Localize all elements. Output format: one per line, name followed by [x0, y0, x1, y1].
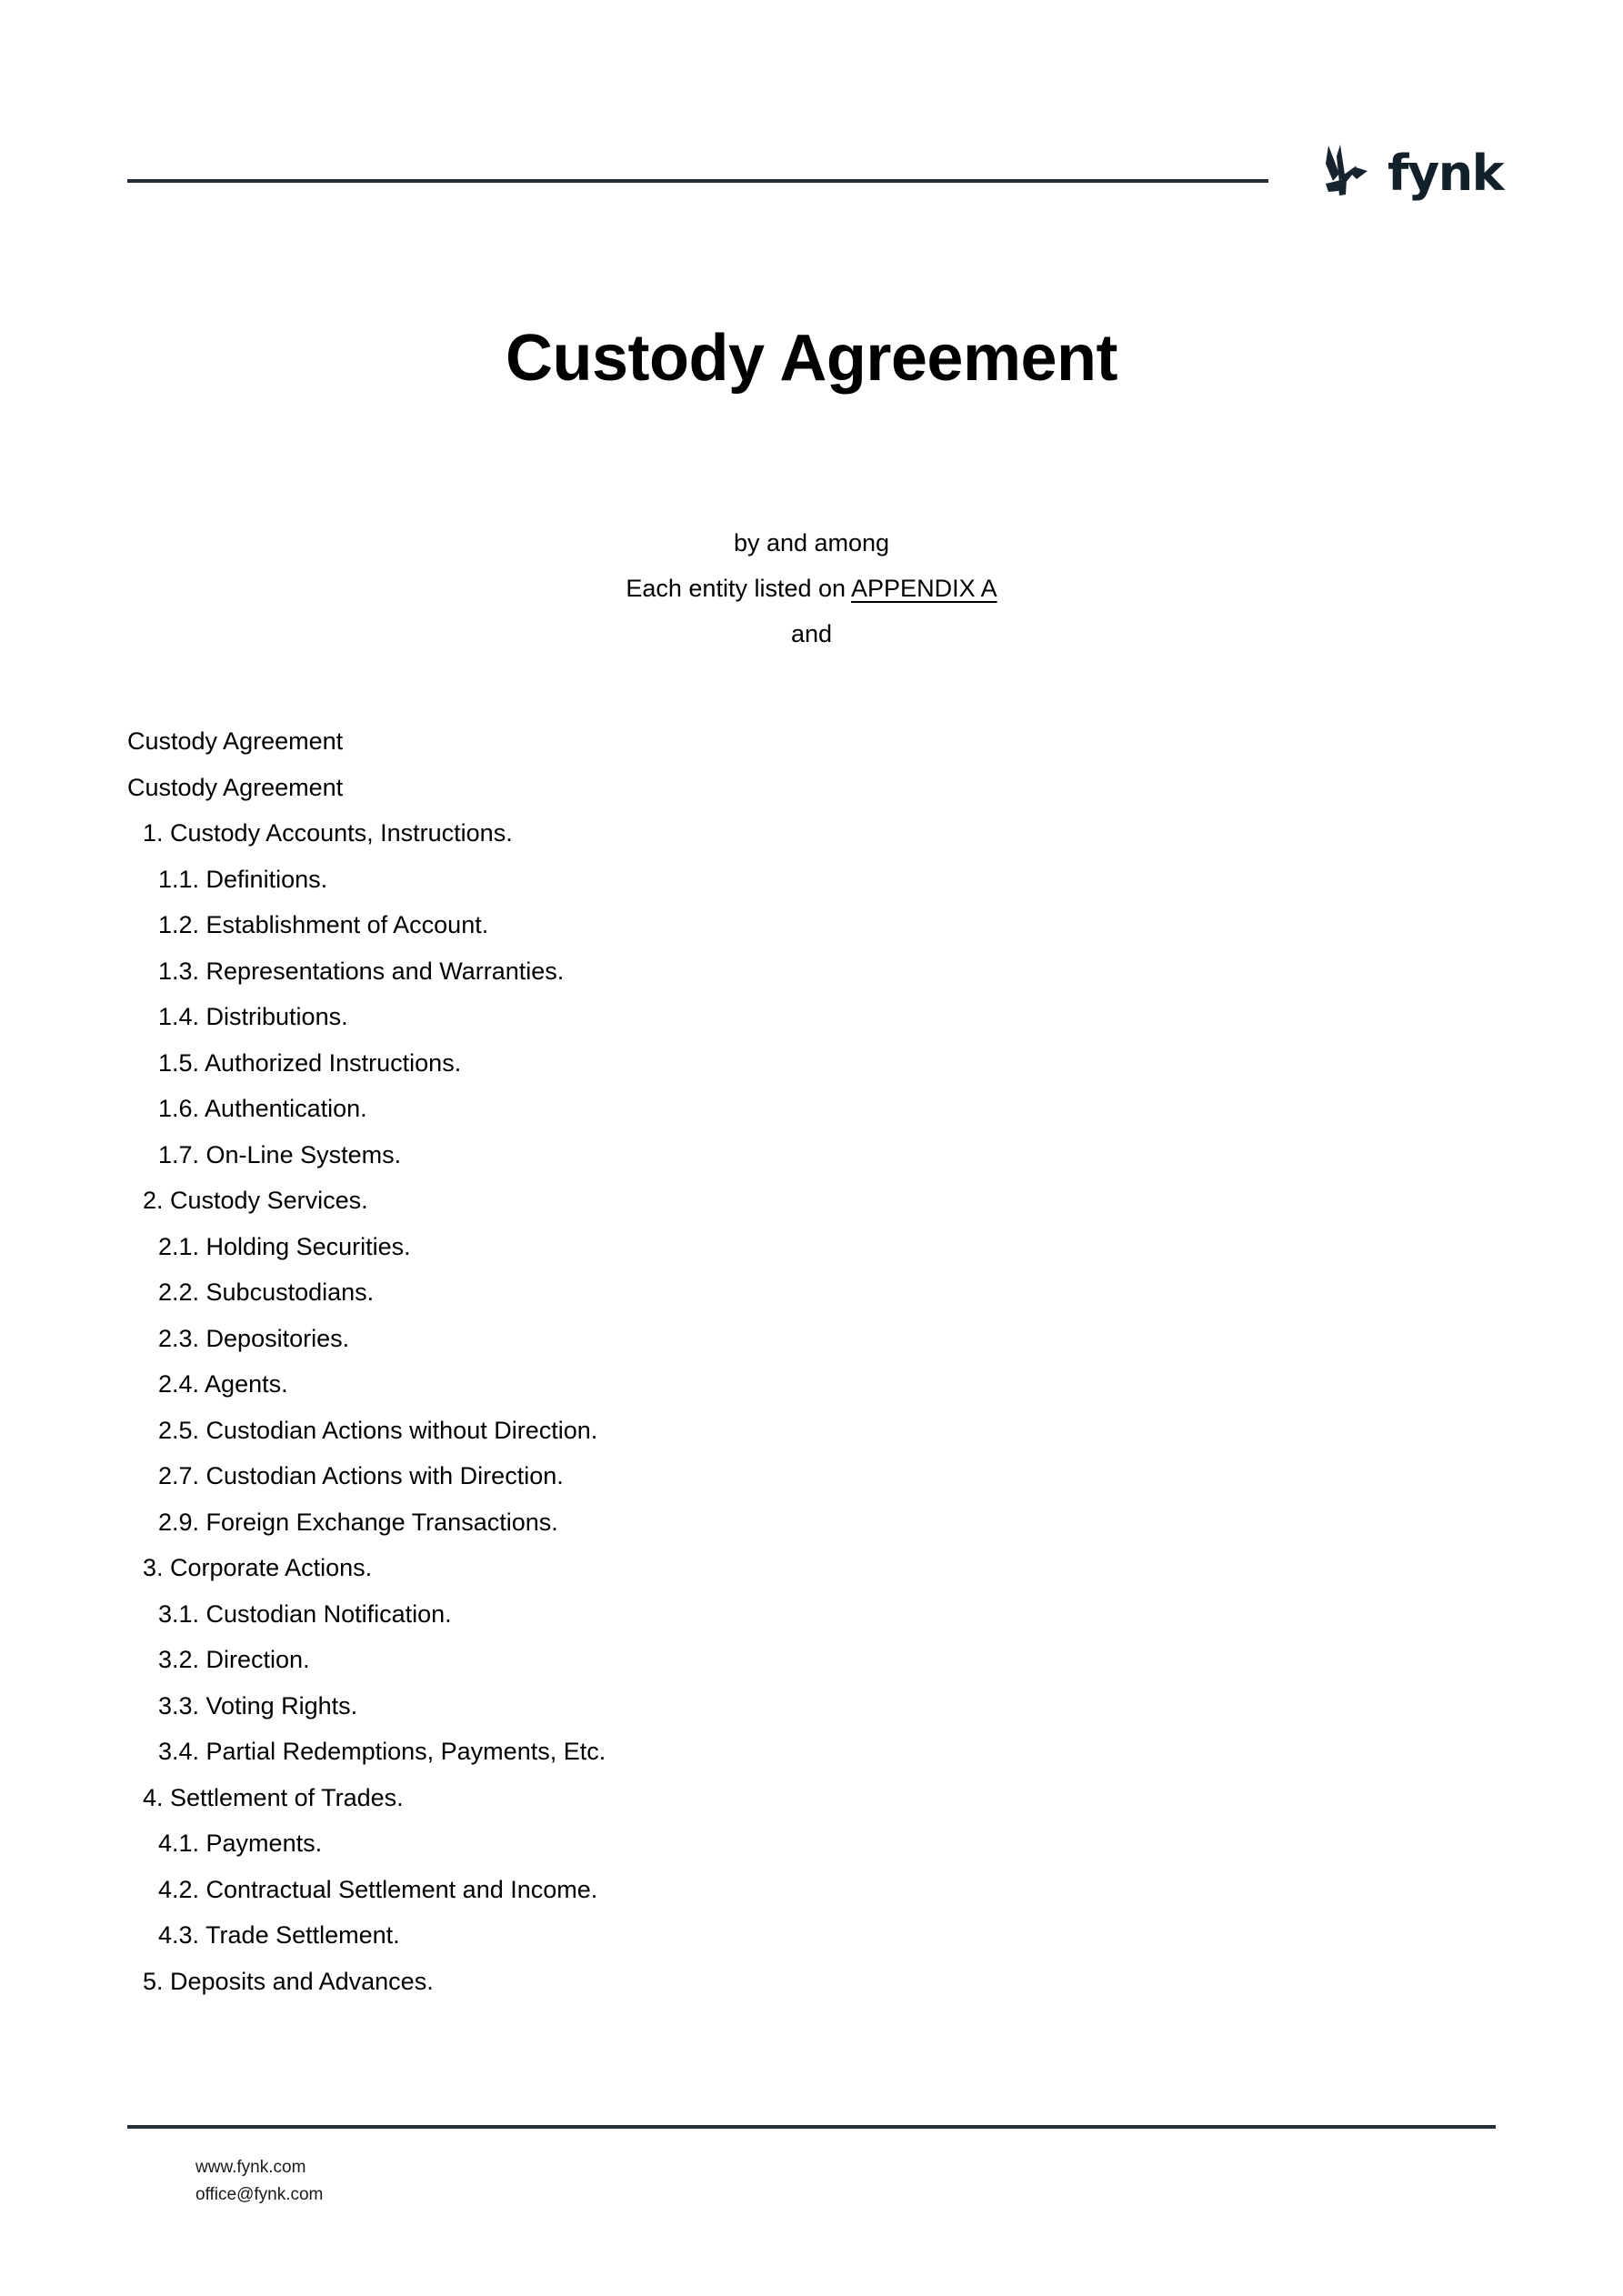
footer-contact	[195, 2154, 323, 2209]
parties-entity-prefix: Each entity listed on	[626, 575, 852, 602]
toc-entry[interactable]: Custody Agreement	[127, 773, 344, 801]
toc-entry[interactable]: Custody Agreement	[127, 727, 344, 755]
toc-entry[interactable]: 4. Settlement of Trades.	[143, 1783, 404, 1811]
footer-email[interactable]: office@fynk.com	[195, 2185, 324, 2204]
appendix-a-reference: APPENDIX A	[851, 575, 997, 602]
page-header	[0, 0, 1623, 236]
toc-entry[interactable]: 3.1. Custodian Notification.	[158, 1599, 452, 1628]
toc-entry[interactable]: 5. Deposits and Advances.	[143, 1967, 434, 1995]
toc-entry[interactable]: 1.7. On-Line Systems.	[158, 1140, 402, 1168]
toc-entry[interactable]: 2.1. Holding Securities.	[158, 1232, 411, 1260]
toc-entry[interactable]: 2.7. Custodian Actions with Direction.	[158, 1462, 564, 1489]
page-title: Custody Agreement	[506, 322, 1117, 395]
toc-entry[interactable]: 2.5. Custodian Actions without Direction.	[158, 1416, 598, 1444]
toc-entry[interactable]: 2.3. Depositories.	[158, 1324, 350, 1352]
parties-line-and: and	[790, 620, 833, 647]
toc-entry[interactable]: 1.5. Authorized Instructions.	[158, 1048, 462, 1077]
brand-logo	[1317, 144, 1503, 200]
toc-entry[interactable]: 1.2. Establishment of Account.	[158, 911, 489, 938]
toc-entry[interactable]: 1. Custody Accounts, Instructions.	[143, 819, 513, 847]
toc-entry[interactable]: 4.2. Contractual Settlement and Income.	[158, 1875, 598, 1903]
toc-entry[interactable]: 3.2. Direction.	[158, 1646, 310, 1673]
logo-wordmark: fynk	[1388, 145, 1504, 202]
toc-entry[interactable]: 3.4. Partial Redemptions, Payments, Etc.	[158, 1738, 606, 1765]
parties-line-entities	[0, 566, 1623, 611]
toc-entry[interactable]: 2.2. Subcustodians.	[158, 1278, 375, 1306]
toc-entry[interactable]: 2. Custody Services.	[143, 1187, 368, 1214]
toc-entry[interactable]: 4.1. Payments.	[158, 1830, 323, 1857]
toc-entry[interactable]: 1.6. Authentication.	[158, 1095, 367, 1122]
toc-entry[interactable]: 3.3. Voting Rights.	[158, 1691, 358, 1719]
toc-entry[interactable]: 1.4. Distributions.	[158, 1003, 348, 1030]
toc-entry[interactable]: 1.3. Representations and Warranties.	[158, 957, 565, 985]
toc-entry[interactable]: 2.4. Agents.	[158, 1370, 288, 1398]
toc-entry[interactable]: 4.3. Trade Settlement.	[158, 1921, 400, 1949]
table-of-contents	[127, 718, 1491, 2004]
toc-entry[interactable]: 3. Corporate Actions.	[143, 1554, 373, 1581]
parties-line-by-and-among: by and among	[733, 529, 890, 556]
toc-entry[interactable]: 1.1. Definitions.	[158, 865, 328, 893]
toc-entry[interactable]: 2.9. Foreign Exchange Transactions.	[158, 1508, 558, 1536]
footer-divider	[127, 2125, 1496, 2129]
header-divider	[127, 179, 1268, 183]
parties-block	[0, 520, 1623, 657]
footer-website[interactable]: www.fynk.com	[195, 2158, 306, 2177]
fynk-bird-icon	[1317, 144, 1378, 200]
